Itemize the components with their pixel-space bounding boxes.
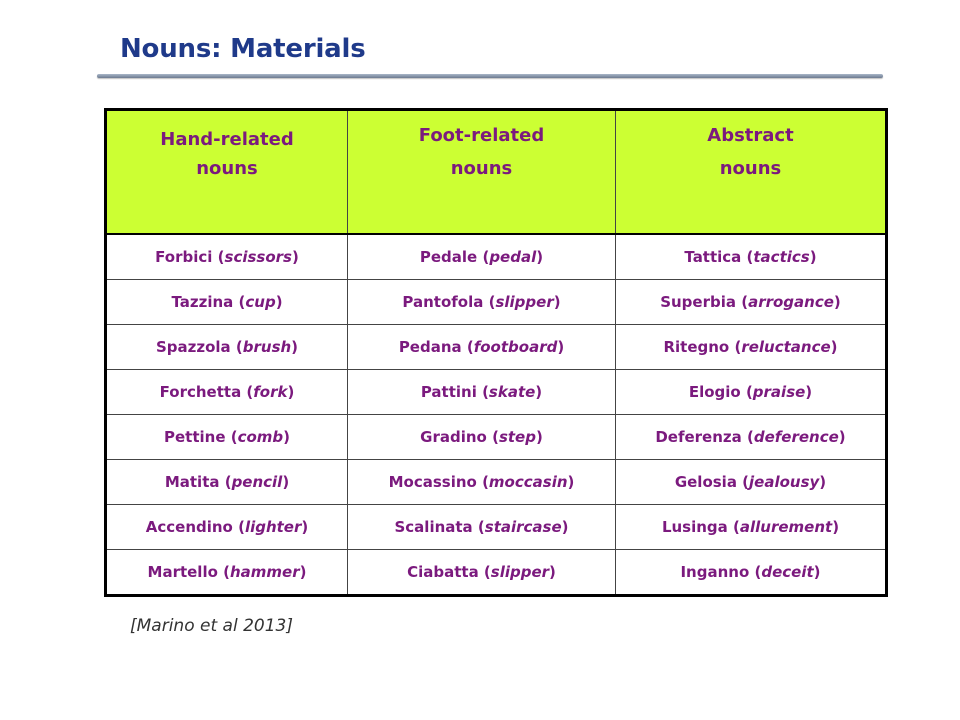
italian-word: Scalinata xyxy=(394,518,473,536)
cell-foot: Pedana (footboard) xyxy=(348,325,616,370)
table-row xyxy=(106,505,887,550)
english-translation: tactics xyxy=(753,248,810,266)
italian-word: Ciabatta xyxy=(407,563,479,581)
english-translation: fork xyxy=(253,383,288,401)
english-translation: moccasin xyxy=(488,473,568,491)
italian-word: Martello xyxy=(147,563,218,581)
header-line2: nouns xyxy=(196,158,258,179)
english-translation: allurement xyxy=(739,518,833,536)
table-row xyxy=(106,325,887,370)
english-translation: step xyxy=(498,428,536,446)
italian-word: Tazzina xyxy=(171,293,234,311)
english-translation: scissors xyxy=(224,248,292,266)
italian-word: Tattica xyxy=(684,248,742,266)
english-translation: slipper xyxy=(490,563,550,581)
english-translation: jealousy xyxy=(749,473,820,491)
english-translation: lighter xyxy=(244,518,302,536)
header-line1: Abstract xyxy=(707,125,794,146)
italian-word: Pantofola xyxy=(402,293,484,311)
english-translation: brush xyxy=(242,338,292,356)
header-line2: nouns xyxy=(719,158,782,179)
header-line1: Hand-related xyxy=(160,129,294,150)
nouns-table-container xyxy=(104,108,888,597)
table-row xyxy=(106,234,887,280)
english-translation: pedal xyxy=(489,248,537,266)
english-translation: arrogance xyxy=(748,293,834,311)
header-abstract xyxy=(615,110,886,235)
english-translation: footboard xyxy=(473,338,558,356)
cell-hand: Martello (hammer) xyxy=(106,550,348,596)
english-translation: cup xyxy=(245,293,276,311)
cell-abstract: Superbia (arrogance) xyxy=(615,280,886,325)
italian-word: Forchetta xyxy=(159,383,242,401)
english-translation: deference xyxy=(753,428,839,446)
cell-foot: Pantofola (slipper) xyxy=(348,280,616,325)
table-row xyxy=(106,370,887,415)
table-header-row xyxy=(106,110,887,235)
italian-word: Gelosia xyxy=(674,473,737,491)
italian-word: Accendino xyxy=(145,518,233,536)
cell-abstract: Gelosia (jealousy) xyxy=(615,460,886,505)
english-translation: deceit xyxy=(761,563,814,581)
table-row xyxy=(106,550,887,596)
cell-abstract: Inganno (deceit) xyxy=(615,550,886,596)
english-translation: slipper xyxy=(495,293,554,311)
header-foot-related xyxy=(348,110,616,235)
italian-word: Deferenza xyxy=(655,428,742,446)
italian-word: Pedale xyxy=(419,248,478,266)
cell-abstract: Elogio (praise) xyxy=(615,370,886,415)
cell-foot: Ciabatta (slipper) xyxy=(348,550,616,596)
italian-word: Lusinga xyxy=(661,518,728,536)
italian-word: Pedana xyxy=(398,338,462,356)
italian-word: Matita xyxy=(164,473,220,491)
cell-hand: Accendino (lighter) xyxy=(106,505,348,550)
italian-word: Forbici xyxy=(155,248,213,266)
cell-hand: Spazzola (brush) xyxy=(106,325,348,370)
title-underline xyxy=(97,74,883,78)
cell-hand: Forchetta (fork) xyxy=(106,370,348,415)
english-translation: comb xyxy=(237,428,284,446)
english-translation: reluctance xyxy=(741,338,831,356)
header-hand-related xyxy=(106,110,348,235)
english-translation: pencil xyxy=(231,473,283,491)
cell-abstract: Ritegno (reluctance) xyxy=(615,325,886,370)
header-line2: nouns xyxy=(450,158,513,179)
table-row xyxy=(106,460,887,505)
cell-hand: Matita (pencil) xyxy=(106,460,348,505)
italian-word: Ritegno xyxy=(663,338,730,356)
italian-word: Inganno xyxy=(680,563,750,581)
cell-foot: Scalinata (staircase) xyxy=(348,505,616,550)
italian-word: Spazzola xyxy=(155,338,231,356)
table-body xyxy=(106,234,887,596)
cell-abstract: Tattica (tactics) xyxy=(615,234,886,280)
header-line1: Foot-related xyxy=(418,125,545,146)
table-row xyxy=(106,415,887,460)
slide-title: Nouns: Materials xyxy=(120,34,366,64)
cell-foot: Mocassino (moccasin) xyxy=(348,460,616,505)
english-translation: skate xyxy=(488,383,536,401)
cell-hand: Tazzina (cup) xyxy=(106,280,348,325)
cell-foot: Pedale (pedal) xyxy=(348,234,616,280)
cell-hand: Forbici (scissors) xyxy=(106,234,348,280)
table-row xyxy=(106,280,887,325)
cell-foot: Gradino (step) xyxy=(348,415,616,460)
nouns-table xyxy=(104,108,888,597)
italian-word: Pettine xyxy=(163,428,226,446)
citation: [Marino et al 2013] xyxy=(130,616,293,636)
english-translation: praise xyxy=(752,383,806,401)
english-translation: staircase xyxy=(484,518,562,536)
cell-foot: Pattini (skate) xyxy=(348,370,616,415)
italian-word: Mocassino xyxy=(388,473,477,491)
cell-hand: Pettine (comb) xyxy=(106,415,348,460)
cell-abstract: Lusinga (allurement) xyxy=(615,505,886,550)
english-translation: hammer xyxy=(229,563,300,581)
italian-word: Elogio xyxy=(688,383,741,401)
italian-word: Superbia xyxy=(660,293,736,311)
italian-word: Pattini xyxy=(420,383,477,401)
cell-abstract: Deferenza (deference) xyxy=(615,415,886,460)
italian-word: Gradino xyxy=(420,428,487,446)
